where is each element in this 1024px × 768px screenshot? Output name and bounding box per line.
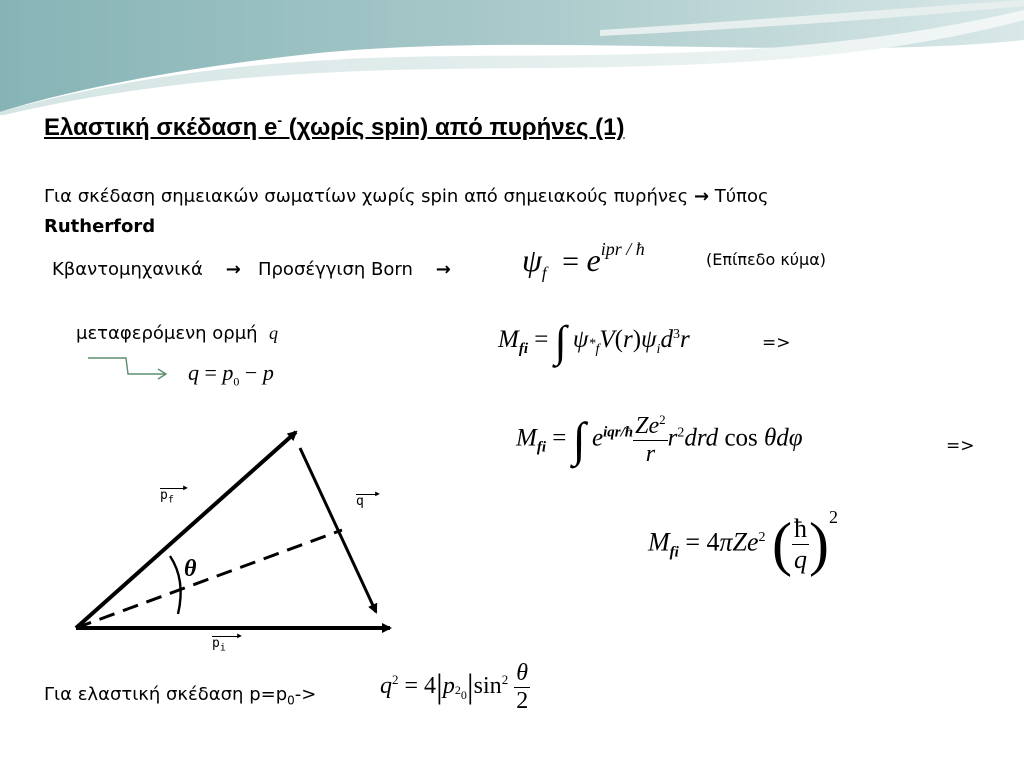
p-f-vector: [76, 432, 296, 628]
quantum-line: Κβαντομηχανικά → Προσέγγιση Born →: [52, 259, 451, 280]
arrow-right-icon: →: [435, 259, 451, 280]
bisector-dashed-line: [76, 530, 342, 628]
plane-wave-equation: $\psi_f = e^{ipr / ħ}$: [522, 239, 645, 283]
q-label: ▶ q: [356, 489, 380, 509]
q-squared-equation: $q^2 = 4|p_{^20}|\sin^2$ $\frac{\theta}{2}$: [380, 660, 529, 714]
momentum-transfer-label: μεταφερόμενη ορμή q: [76, 323, 279, 344]
arrow-right-icon: →: [693, 186, 710, 207]
connector-arrow-icon: [86, 352, 176, 388]
rutherford-label: Rutherford: [44, 216, 156, 237]
p-i-label: ▶ $p_i$: [212, 631, 242, 654]
matrix-element-integral: $M_{fi}$ = ∫ $\psi_{^*f}V(r)\psi_id^3r$: [498, 317, 690, 366]
elastic-condition-label: Για ελαστική σκέδαση $p=p_0->$: [44, 684, 317, 708]
theta-arc: [170, 556, 181, 614]
rutherford-result-equation: $M_{fi} = 4\pi Ze^2$ ( $\frac{ħ}{q}$ )$^2$: [648, 506, 839, 577]
implies-1: =>: [762, 333, 791, 353]
plane-wave-label: (Επίπεδο κύμα): [706, 250, 826, 269]
theta-label: θ: [184, 556, 197, 582]
momentum-vector-diagram: [60, 418, 410, 668]
intro-line: Για σκέδαση σημειακών σωματίων χωρίς spin από σημειακούς πυρήνες → Τύπος: [44, 186, 769, 207]
slide-title: Ελαστική σκέδαση e- (χωρίς spin) από πυρήνες (1): [44, 112, 625, 141]
rutherford-integral: $M_{fi}$ = ∫ $e^{iqr/ħ}$ $\frac{Ze^2}{r}$ $r^2drd$ cos θdφ: [516, 412, 803, 467]
header-wave-decoration: [0, 0, 1024, 115]
p-f-label: ▶ $p_f$: [160, 483, 188, 506]
q-definition-equation: $q = p_0 - p$: [188, 360, 274, 389]
implies-2: =>: [946, 436, 975, 456]
arrow-right-icon: →: [225, 259, 241, 280]
